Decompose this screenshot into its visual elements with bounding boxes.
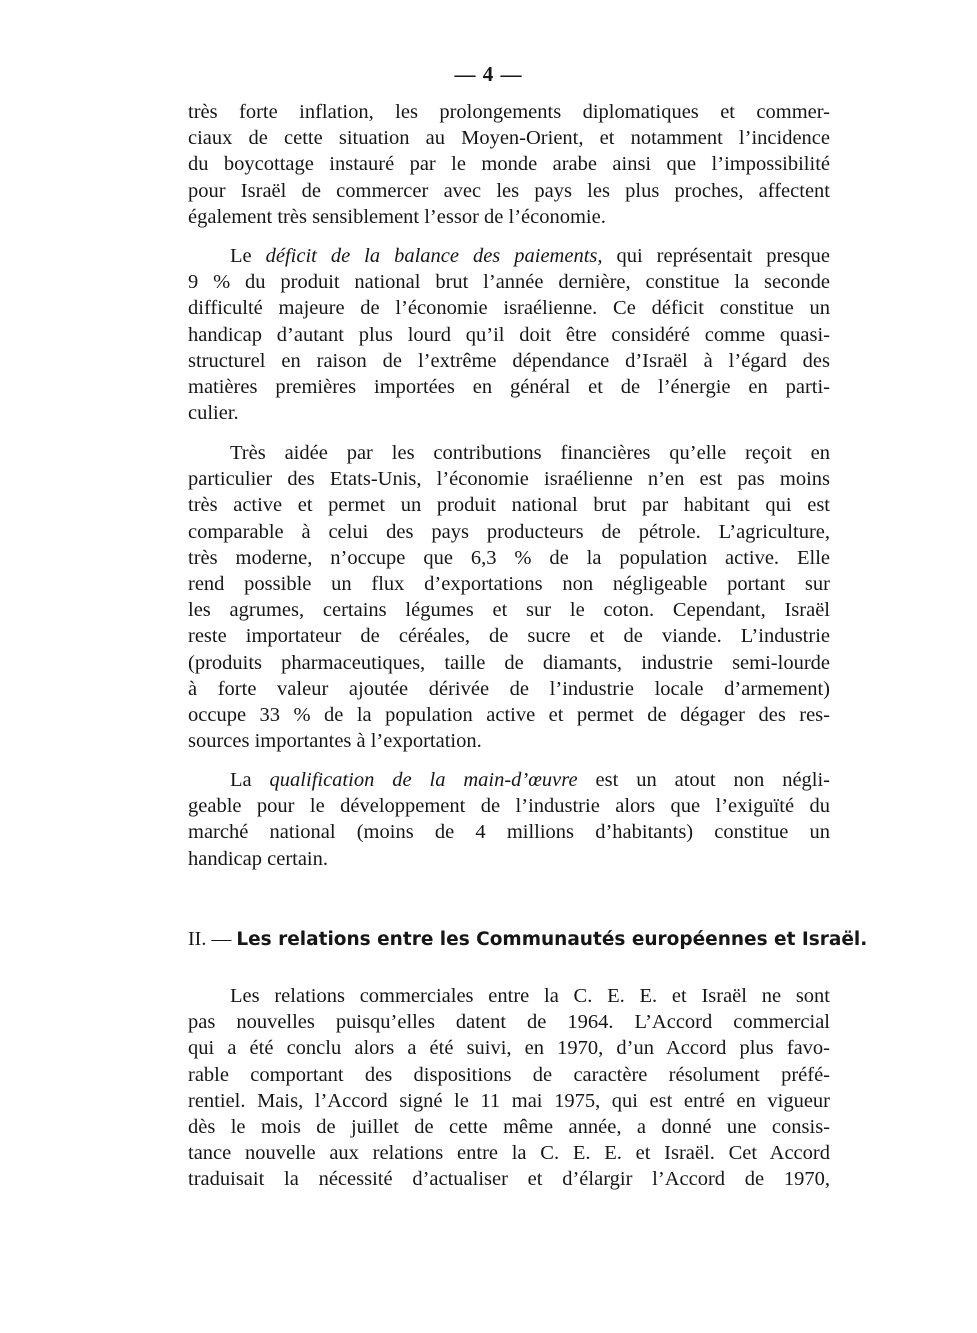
text-line: matières premières importées en général et de l’énergie en parti-: [188, 375, 830, 398]
text-line: [188, 767, 830, 793]
text-line: Les relations commerciales entre la C. E. E. et Israël ne sont: [230, 985, 830, 1007]
text-line: particulier des Etats-Unis, l’économie israélienne n’en est pas moins: [188, 468, 830, 491]
text-line: 9 % du produit national brut l’année dernière, constitue la seconde: [188, 271, 830, 294]
text-line: reste importateur de céréales, de sucre et de viande. L’industrie: [188, 625, 830, 648]
section-number: II. —: [188, 928, 237, 950]
text-line: comparable à celui des pays producteurs de pétrole. L’agriculture,: [188, 520, 830, 543]
text-line: occupe 33 % de la population active et permet de dégager des res-: [188, 703, 830, 726]
text-line: très active et permet un produit national brut par habitant qui est: [188, 494, 830, 517]
paragraph-balance-deficit: [188, 243, 830, 426]
text-line: à forte valeur ajoutée dérivée de l’industrie locale d’armement): [188, 677, 830, 700]
text-line: traduisait la nécessité d’actualiser et d’élargir l’Accord de 1970,: [188, 1168, 830, 1191]
text-line: les agrumes, certains légumes et sur le coton. Cependant, Israël: [188, 599, 830, 622]
text-line: culier.: [188, 402, 239, 425]
text-line: du boycottage instauré par le monde arabe ainsi que l’impossibilité: [188, 153, 830, 176]
text-line: pas nouvelles puisqu’elles datent de 1964. L’Accord commercial: [188, 1011, 830, 1034]
section-heading: [188, 926, 868, 953]
text-line: pour Israël de commercer avec les pays les plus proches, affectent: [188, 179, 830, 202]
text-line: marché national (moins de 4 millions d’habitants) constitue un: [188, 821, 830, 844]
text-run: La: [230, 769, 270, 791]
text-line: rend possible un flux d’exportations non négligeable portant sur: [188, 572, 830, 595]
text-line: qui a été conclu alors a été suivi, en 1970, d’un Accord plus favo-: [188, 1037, 830, 1060]
paragraph-inflation: [188, 99, 830, 230]
text-line: handicap certain.: [188, 847, 329, 870]
paragraph-trade-relations: [188, 983, 830, 1193]
text-line: handicap d’autant plus lourd qu’il doit être considéré comme quasi-: [188, 323, 830, 346]
text-line: (produits pharmaceutiques, taille de diamants, industrie semi-lourde: [188, 651, 830, 674]
paragraph-workforce: [188, 767, 830, 872]
text-run: qui représentait presque: [602, 245, 830, 267]
paragraph-economy: [188, 440, 830, 754]
text-line: dès le mois de juillet de cette même année, a donné une consis-: [188, 1115, 830, 1138]
text-line: tance nouvelle aux relations entre la C. E. E. et Israël. Cet Accord: [188, 1142, 830, 1165]
text-line: Très aidée par les contributions financières qu’elle reçoit en: [230, 442, 830, 464]
text-line: également très sensiblement l’essor de l’économie.: [188, 205, 606, 228]
text-line: structurel en raison de l’extrême dépendance d’Israël à l’égard des: [188, 349, 830, 372]
text-line: sources importantes à l’exportation.: [188, 730, 482, 753]
text-line: ciaux de cette situation au Moyen-Orient, et notamment l’incidence: [188, 127, 830, 150]
text-line: [188, 243, 830, 269]
page-number: — 4 —: [454, 62, 523, 86]
text-line: rable comportant des dispositions de caractère résolument préfé-: [188, 1063, 830, 1086]
text-line: rentiel. Mais, l’Accord signé le 11 mai 1975, qui est entré en vigueur: [188, 1089, 830, 1112]
section-title: Les relations entre les Communautés européennes et Israël.: [236, 929, 868, 950]
text-run: Le: [230, 245, 266, 267]
emphasis-term: qualification de la main-d’œuvre: [269, 769, 578, 791]
text-line: très moderne, n’occupe que 6,3 % de la population active. Elle: [188, 546, 830, 569]
emphasis-term: déficit de la balance des paiements,: [265, 245, 603, 267]
text-line: difficulté majeure de l’économie israélienne. Ce déficit constitue un: [188, 297, 830, 320]
text-line: très forte inflation, les prolongements diplomatiques et commer-: [188, 101, 830, 123]
text-run: est un atout non négli-: [577, 769, 830, 791]
text-line: geable pour le développement de l’industrie alors que l’exiguïté du: [188, 795, 830, 818]
